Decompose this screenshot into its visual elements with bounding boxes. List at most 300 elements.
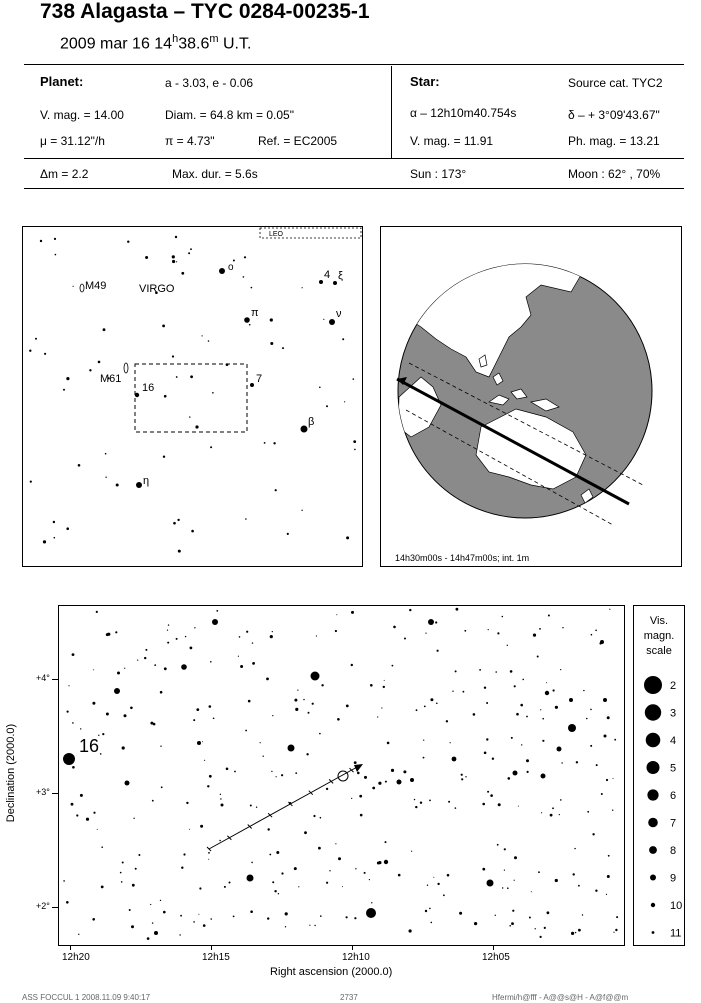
detail-star xyxy=(504,870,505,871)
detail-star xyxy=(509,925,511,927)
detail-star xyxy=(239,636,241,638)
detail-star xyxy=(160,746,161,747)
detail-star xyxy=(427,885,428,886)
max-duration: Max. dur. = 5.6s xyxy=(172,167,258,181)
xtick-1220-mark xyxy=(70,945,71,950)
detail-star xyxy=(309,925,310,926)
detail-star xyxy=(487,791,489,793)
detail-star xyxy=(247,875,254,882)
finder-star xyxy=(73,286,74,287)
detail-star xyxy=(152,800,154,802)
detail-star xyxy=(553,689,555,691)
legend-mag-label: 11 xyxy=(670,927,682,940)
detail-star xyxy=(560,799,562,801)
legend-mag-label: 6 xyxy=(670,790,677,802)
detail-star xyxy=(359,795,362,798)
legend-circle xyxy=(649,846,657,854)
detail-star xyxy=(269,854,271,856)
detail-star xyxy=(518,806,519,807)
detail-star xyxy=(342,886,343,887)
legend-circle xyxy=(647,789,658,800)
finder-star xyxy=(103,328,106,331)
detail-star xyxy=(114,688,120,694)
detail-star xyxy=(383,686,385,688)
detail-star xyxy=(398,874,401,877)
finder-star xyxy=(287,533,289,535)
detail-star xyxy=(498,803,501,806)
finder-star xyxy=(244,317,250,323)
detail-star xyxy=(250,910,253,913)
xtick-1210-mark xyxy=(352,945,353,950)
eta-label: η xyxy=(143,475,150,487)
finder-star xyxy=(190,248,192,250)
detail-star xyxy=(152,922,153,923)
detail-star xyxy=(465,776,466,777)
planet-orbit: a - 3.03, e - 0.06 xyxy=(165,76,254,90)
seven-label: 7 xyxy=(256,373,263,385)
star-16-marker xyxy=(63,753,75,765)
detail-star xyxy=(295,708,298,711)
finder-star xyxy=(190,375,193,378)
detail-star xyxy=(250,805,252,807)
detail-star xyxy=(433,877,434,878)
detail-star xyxy=(216,610,218,612)
finder-star xyxy=(181,272,184,275)
detail-star xyxy=(415,806,417,808)
detail-star xyxy=(183,853,185,855)
detail-star xyxy=(354,917,356,919)
detail-star xyxy=(125,781,130,786)
detail-star xyxy=(163,911,166,914)
detail-star xyxy=(455,807,457,809)
finder-star xyxy=(249,324,251,326)
finder-star xyxy=(136,482,142,488)
detail-star xyxy=(510,670,513,673)
finder-star xyxy=(172,355,174,357)
detail-star xyxy=(329,870,330,871)
footer-left: ASS FOCCUL 1 2008.11.09 9:40:17 xyxy=(22,993,151,1002)
detail-star xyxy=(321,684,323,686)
detail-star xyxy=(251,862,253,864)
detail-star xyxy=(338,857,341,860)
detail-star xyxy=(203,924,206,927)
detail-star xyxy=(569,698,573,702)
detail-star xyxy=(97,829,98,830)
legend-circle xyxy=(652,931,655,934)
star-ra: α – 12h10m40.754s xyxy=(410,106,517,120)
event-datetime xyxy=(60,33,251,53)
detail-star xyxy=(272,881,274,883)
detail-star xyxy=(497,632,499,634)
finder-star xyxy=(191,530,194,533)
detail-star xyxy=(542,718,544,720)
detail-star xyxy=(176,638,178,640)
detail-star xyxy=(603,698,607,702)
detail-star xyxy=(537,656,539,658)
detail-star xyxy=(86,818,89,821)
detail-star xyxy=(208,852,210,854)
planet-diam: Diam. = 64.8 km = 0.05" xyxy=(165,108,294,122)
star-phmag: Ph. mag. = 13.21 xyxy=(568,134,660,148)
detail-star xyxy=(370,684,373,687)
detail-star xyxy=(520,704,523,707)
finder-star xyxy=(270,318,273,321)
legend-svg xyxy=(634,606,684,945)
finder-star xyxy=(319,280,323,284)
detail-star xyxy=(147,937,150,940)
m49-galaxy xyxy=(80,284,84,292)
detail-star xyxy=(371,902,372,903)
finder-star xyxy=(78,464,81,467)
detail-star xyxy=(608,855,610,857)
finder-star xyxy=(354,449,356,451)
detail-star xyxy=(507,645,508,646)
detail-star xyxy=(495,671,497,673)
legend-mag-label: 5 xyxy=(670,762,677,775)
detail-star xyxy=(189,829,190,830)
detail-star xyxy=(229,882,231,884)
detail-star xyxy=(514,856,517,859)
finder-star xyxy=(344,401,345,402)
detail-star xyxy=(213,718,215,720)
detail-star xyxy=(204,760,205,761)
detail-star xyxy=(613,932,614,933)
detail-star xyxy=(559,814,560,815)
detail-star xyxy=(369,879,370,880)
detail-star xyxy=(346,705,349,708)
detail-star xyxy=(93,812,95,814)
detail-star xyxy=(428,619,434,625)
detail-star xyxy=(106,713,109,716)
detail-star xyxy=(409,609,411,611)
finder-star xyxy=(63,389,65,391)
detail-star xyxy=(180,915,182,917)
detail-star xyxy=(271,771,272,772)
detail-star xyxy=(71,803,74,806)
detail-star xyxy=(130,707,133,710)
detail-star xyxy=(129,909,131,911)
detail-star xyxy=(555,879,558,882)
finder-star xyxy=(319,387,321,389)
detail-star xyxy=(135,868,137,870)
detail-star xyxy=(430,698,433,701)
detail-star xyxy=(212,619,218,625)
legend-mag-label: 4 xyxy=(670,735,677,747)
finder-star xyxy=(178,550,181,553)
detail-star xyxy=(487,880,494,887)
footer-mid: 2737 xyxy=(340,993,358,1002)
finder-star xyxy=(323,319,324,320)
detail-star xyxy=(351,611,354,614)
finder-star xyxy=(210,446,212,448)
detail-star xyxy=(164,667,167,670)
detail-star xyxy=(63,880,65,882)
detail-star xyxy=(452,757,457,762)
star-16-label: 16 xyxy=(142,382,155,394)
legend-mag-label: 7 xyxy=(670,817,677,830)
globe-caption: 14h30m00s - 14h47m00s; int. 1m xyxy=(395,553,530,563)
detail-star xyxy=(613,778,614,779)
detail-star xyxy=(154,664,156,666)
detail-star xyxy=(168,624,169,625)
finder-star xyxy=(173,522,176,525)
detail-star xyxy=(306,753,308,755)
detail-star xyxy=(161,786,163,788)
detail-star xyxy=(154,931,158,935)
finder-star xyxy=(346,536,349,539)
star-16-text: 16 xyxy=(79,736,100,756)
detail-star xyxy=(207,785,209,787)
detail-star xyxy=(167,630,168,631)
path-arrow xyxy=(354,764,363,772)
detail-star xyxy=(529,917,531,919)
detail-star xyxy=(131,925,134,928)
detail-star xyxy=(497,844,499,846)
pi-label: π xyxy=(251,307,259,319)
detail-star xyxy=(319,733,321,735)
finder-stars xyxy=(29,236,356,553)
detail-star xyxy=(194,627,195,628)
detail-star xyxy=(268,828,270,830)
finder-star xyxy=(35,338,37,340)
detail-star xyxy=(377,716,378,717)
legend-circle xyxy=(646,733,661,748)
finder-star xyxy=(66,377,69,380)
detail-star xyxy=(224,886,226,888)
detail-star xyxy=(535,928,536,929)
detail-star xyxy=(508,777,511,780)
detail-star xyxy=(138,854,140,856)
path-tick xyxy=(329,779,333,783)
detail-star xyxy=(381,707,382,708)
finder-star xyxy=(175,236,177,238)
detail-star xyxy=(199,887,201,889)
detail-star xyxy=(582,914,583,915)
detail-star xyxy=(288,745,295,752)
detail-star xyxy=(591,634,593,636)
detail-star xyxy=(425,910,427,912)
detail-star xyxy=(574,848,575,849)
detail-star xyxy=(260,742,261,743)
detail-star xyxy=(281,872,283,874)
detail-star xyxy=(272,631,273,632)
finder-star xyxy=(282,347,284,349)
xi-label: ξ xyxy=(338,270,343,282)
path-tick xyxy=(248,824,252,828)
detail-star xyxy=(455,670,457,672)
detail-star xyxy=(578,929,581,932)
detail-star xyxy=(429,800,431,802)
finder-star xyxy=(127,241,129,243)
detail-star xyxy=(372,787,375,790)
detail-star xyxy=(294,867,297,870)
detail-star xyxy=(482,868,485,871)
detail-star xyxy=(446,720,448,722)
detail-star xyxy=(252,662,255,665)
xtick-1215-mark xyxy=(211,945,212,950)
legend-entries xyxy=(644,676,682,940)
detail-star xyxy=(234,771,236,773)
detail-star xyxy=(514,685,516,687)
detail-star xyxy=(397,780,402,785)
detail-star xyxy=(335,630,337,632)
detail-star xyxy=(92,702,95,705)
detail-star xyxy=(541,774,546,779)
finder-star xyxy=(53,521,55,523)
omicron-label: o xyxy=(228,262,234,273)
detail-star xyxy=(190,647,193,650)
detail-star xyxy=(513,771,518,776)
finder-star xyxy=(264,442,266,444)
detail-star xyxy=(72,653,75,656)
ytick-2: +2° xyxy=(36,901,50,911)
xtick-1220: 12h20 xyxy=(62,952,90,963)
detail-star xyxy=(92,918,95,921)
finder-star xyxy=(66,527,69,530)
detail-star xyxy=(377,862,380,865)
detail-star xyxy=(220,798,221,799)
detail-star xyxy=(423,740,424,741)
detail-star xyxy=(137,660,138,661)
detail-star xyxy=(67,711,69,713)
detail-star xyxy=(431,922,433,924)
detail-star xyxy=(384,680,385,681)
detail-star xyxy=(614,739,616,741)
detail-star xyxy=(607,716,610,719)
detail-star xyxy=(502,616,504,618)
legend-mag-label: 3 xyxy=(670,707,677,720)
detail-star xyxy=(181,664,187,670)
planet-label: Planet: xyxy=(40,74,84,89)
path-line xyxy=(209,766,359,849)
finder-star xyxy=(163,456,165,458)
detail-star xyxy=(606,779,608,781)
detail-star xyxy=(122,862,124,864)
constellation-label: VIRGO xyxy=(139,283,175,295)
path-tick xyxy=(268,813,272,817)
detail-star xyxy=(596,764,598,766)
detail-star xyxy=(120,872,122,874)
detail-star xyxy=(314,925,315,926)
finder-star xyxy=(251,287,253,289)
moon-info: Moon : 62° , 70% xyxy=(568,167,661,181)
finder-star xyxy=(244,256,246,258)
detail-star xyxy=(385,841,387,843)
detail-star xyxy=(121,881,123,883)
top-rule xyxy=(24,64,684,65)
legend-circle xyxy=(647,761,660,774)
detail-star xyxy=(133,818,134,819)
star-dec: δ – + 3°09'43.67" xyxy=(568,108,660,122)
detail-star xyxy=(599,642,601,644)
y-axis-label: Declination (2000.0) xyxy=(5,723,17,823)
finder-star xyxy=(145,256,148,259)
detail-star xyxy=(590,709,592,711)
detail-star xyxy=(511,922,514,925)
xtick-1205-mark xyxy=(493,945,494,950)
detail-star xyxy=(437,650,439,652)
detail-star xyxy=(387,742,390,745)
detail-star xyxy=(320,915,322,917)
detail-star xyxy=(538,871,540,873)
detail-star xyxy=(219,840,221,842)
detail-star xyxy=(72,722,74,724)
star-label: Star: xyxy=(410,74,440,89)
legend-mag-label: 2 xyxy=(670,680,677,692)
detail-star xyxy=(568,724,576,732)
finder-star xyxy=(342,338,344,340)
detail-star xyxy=(448,801,450,803)
detail-star xyxy=(198,914,199,915)
detail-star xyxy=(425,633,426,634)
detail-star xyxy=(424,706,426,708)
detail-star xyxy=(452,691,453,692)
detail-star xyxy=(320,817,322,819)
detail-svg xyxy=(59,606,624,945)
detail-star xyxy=(410,778,414,782)
detail-star xyxy=(209,705,212,708)
detail-star xyxy=(616,916,618,918)
detail-star xyxy=(495,915,496,916)
detail-star xyxy=(545,691,549,695)
page-title: 738 Alagasta – TYC 0284-00235-1 xyxy=(40,0,370,23)
finder-star xyxy=(189,416,190,417)
detail-star xyxy=(592,833,594,835)
date-main: 2009 mar 16 14 xyxy=(60,35,173,53)
finder-star xyxy=(162,325,165,328)
finder-star xyxy=(202,335,203,336)
detail-star xyxy=(80,794,83,797)
detail-star xyxy=(263,756,264,757)
path-tick xyxy=(207,847,211,851)
detail-star xyxy=(533,634,536,637)
ytick-3: +3° xyxy=(36,787,50,797)
detail-star xyxy=(335,843,336,844)
finder-star xyxy=(116,484,119,487)
ytick-3-mark xyxy=(52,793,58,794)
detail-star xyxy=(540,709,541,710)
detail-star xyxy=(539,628,541,630)
xtick-1205: 12h05 xyxy=(482,952,510,963)
finder-star xyxy=(164,395,167,398)
detail-star xyxy=(160,900,161,901)
detail-star xyxy=(573,873,575,875)
finder-star xyxy=(44,353,46,355)
detail-star xyxy=(351,798,352,799)
detail-star xyxy=(555,706,558,709)
detail-star xyxy=(576,761,578,763)
detail-star xyxy=(354,761,357,764)
detail-star xyxy=(167,642,169,644)
detail-star xyxy=(540,936,542,938)
detail-star xyxy=(318,847,321,850)
detail-star xyxy=(276,776,277,777)
detail-star xyxy=(391,769,394,772)
detail-star xyxy=(153,723,156,726)
finder-star xyxy=(208,340,210,342)
detail-star xyxy=(378,782,381,785)
detail-star xyxy=(366,908,376,918)
finder-star xyxy=(176,376,178,378)
field-box xyxy=(135,364,247,432)
detail-star xyxy=(409,929,412,932)
detail-star xyxy=(416,709,418,711)
detail-star xyxy=(486,702,488,704)
detail-star xyxy=(107,633,110,636)
detail-star xyxy=(474,922,477,925)
detail-star xyxy=(245,730,247,732)
detail-star xyxy=(414,799,415,800)
